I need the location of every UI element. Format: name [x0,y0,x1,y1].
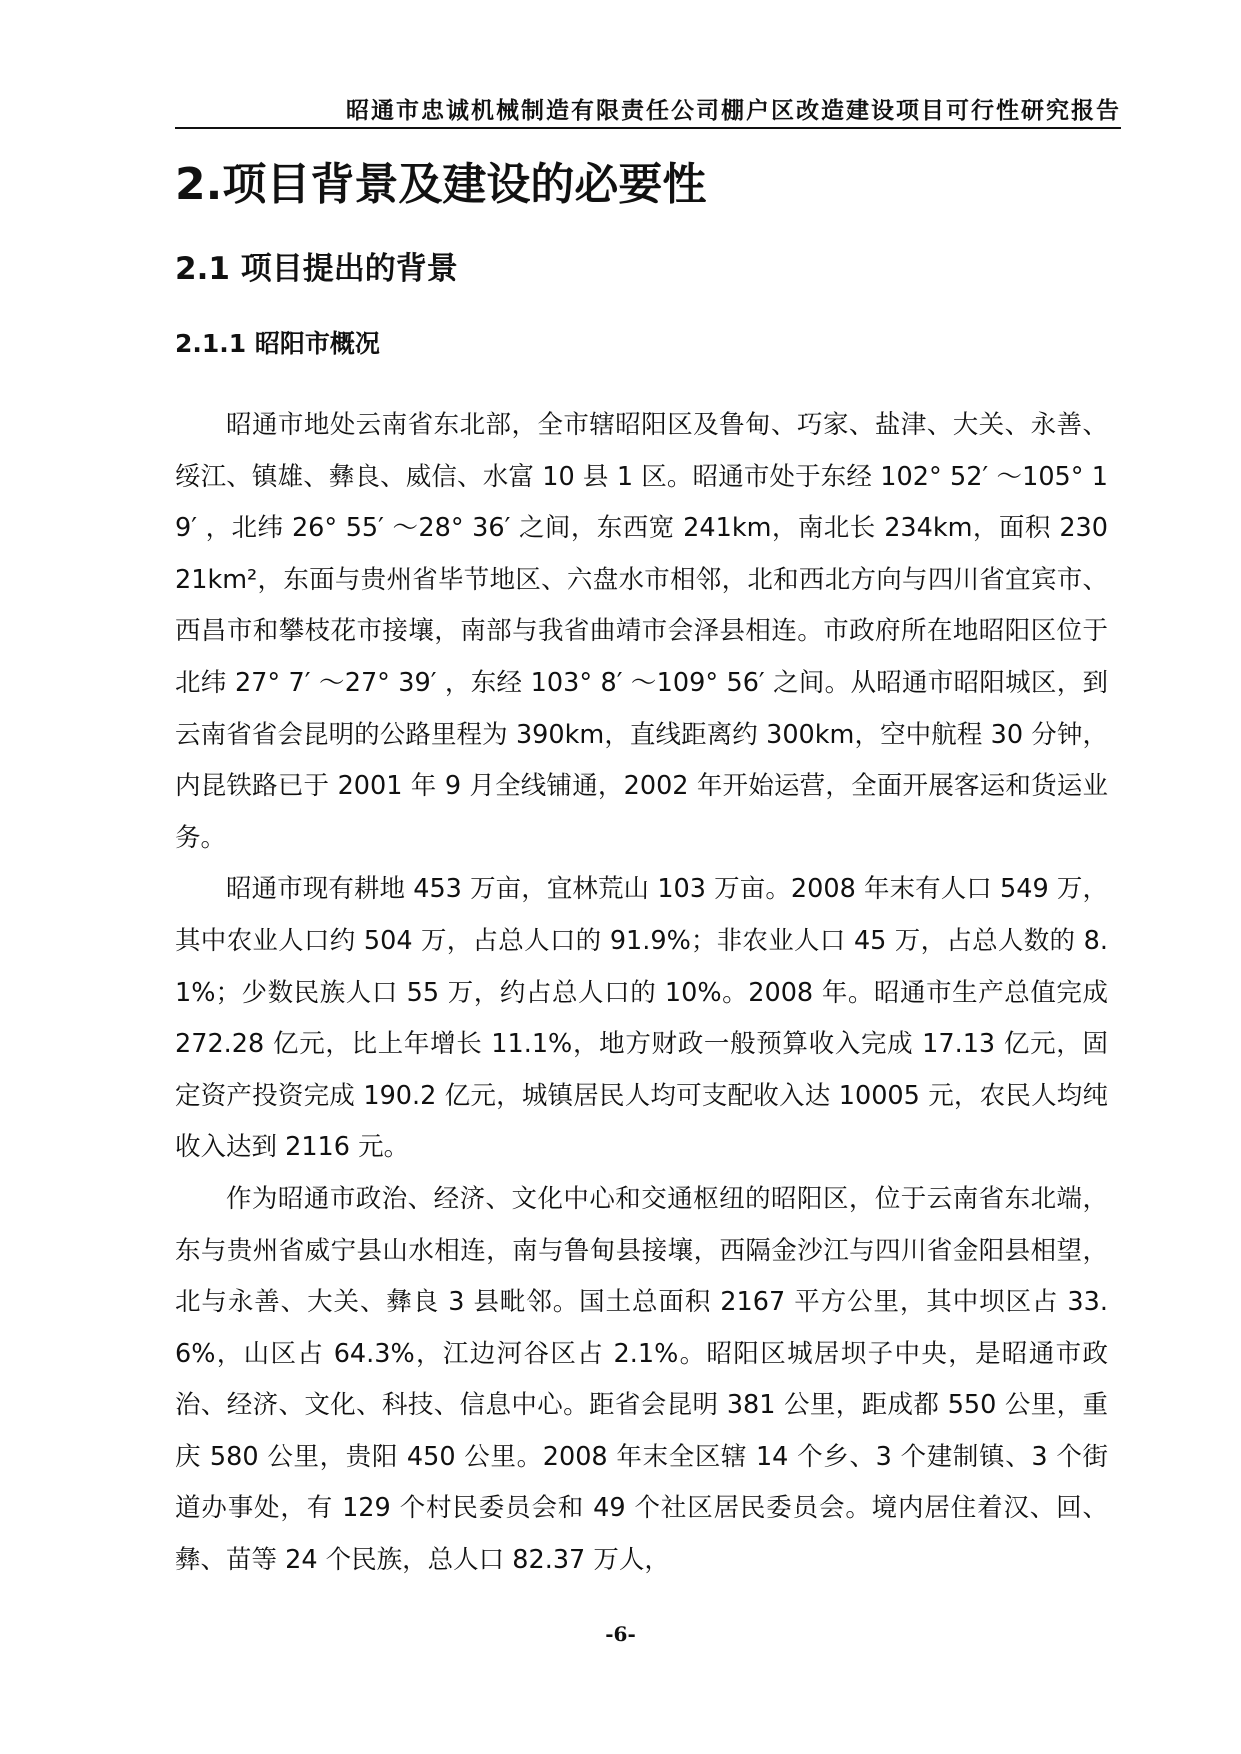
paragraph: 昭通市现有耕地 453 万亩，宜林荒山 103 万亩。2008 年末有人口 549 万，其中农业人口约 504 万，占总人口的 91.9%；非农业人口 45 万，占总人数的 8.1%；少数民族人口 55 万，约占总人口的 10%。2008 年。昭通市生产总值完成 272.28 亿元，比上年增长 11.1%，地方财政一般预算收入完成 17.13 亿元，固定资产投资完成 190.2 亿元，城镇居民人均可支配收入达 10005 元，农民人均纯收入达到 2116 元。 [175,874,1108,1163]
body-text [175,400,1108,1587]
subsubsection-title: 2.1.1 昭阳市概况 [175,329,380,358]
subsection-title: 2.1 项目提出的背景 [175,251,458,287]
paragraph: 作为昭通市政治、经济、文化中心和交通枢纽的昭阳区，位于云南省东北端，东与贵州省威宁县山水相连，南与鲁甸县接壤，西隔金沙江与四川省金阳县相望，北与永善、大关、彝良 3 县毗邻。国土总面积 2167 平方公里，其中坝区占 33.6%，山区占 64.3%，江边河谷区占 2.1%。昭阳区城居坝子中央，是昭通市政治、经济、文化、科技、信息中心。距省会昆明 381 公里，距成都 550 公里，重庆 580 公里，贵阳 450 公里。2008 年末全区辖 14 个乡、3 个建制镇、3 个街道办事处，有 129 个村民委员会和 49 个社区居民委员会。境内居住着汉、回、彝、苗等 24 个民族，总人口 82.37 万人， [175,1183,1108,1576]
header-divider [175,127,1121,129]
running-header: 昭通市忠诚机械制造有限责任公司棚户区改造建设项目可行性研究报告 [346,97,1121,124]
page-number: -6- [605,1622,636,1646]
paragraph: 昭通市地处云南省东北部，全市辖昭阳区及鲁甸、巧家、盐津、大关、永善、绥江、镇雄、彝良、威信、水富 10 县 1 区。昭通市处于东经 102° 52′ ～105° 19′ ，北纬 26° 55′ ～28° 36′ 之间，东西宽 241km，南北长 234km，面积 23021km²，东面与贵州省毕节地区、六盘水市相邻，北和西北方向与四川省宜宾市、西昌市和攀枝花市接壤，南部与我省曲靖市会泽县相连。市政府所在地昭阳区位于北纬 27° 7′ ～27° 39′ ，东经 103° 8′ ～109° 56′ 之间。从昭通市昭阳城区，到云南省省会昆明的公路里程为 390km，直线距离约 300km，空中航程 30 分钟，内昆铁路已于 2001 年 9 月全线铺通，2002 年开始运营，全面开展客运和货运业务。 [175,410,1108,853]
chapter-title: 2.项目背景及建设的必要性 [175,159,707,210]
